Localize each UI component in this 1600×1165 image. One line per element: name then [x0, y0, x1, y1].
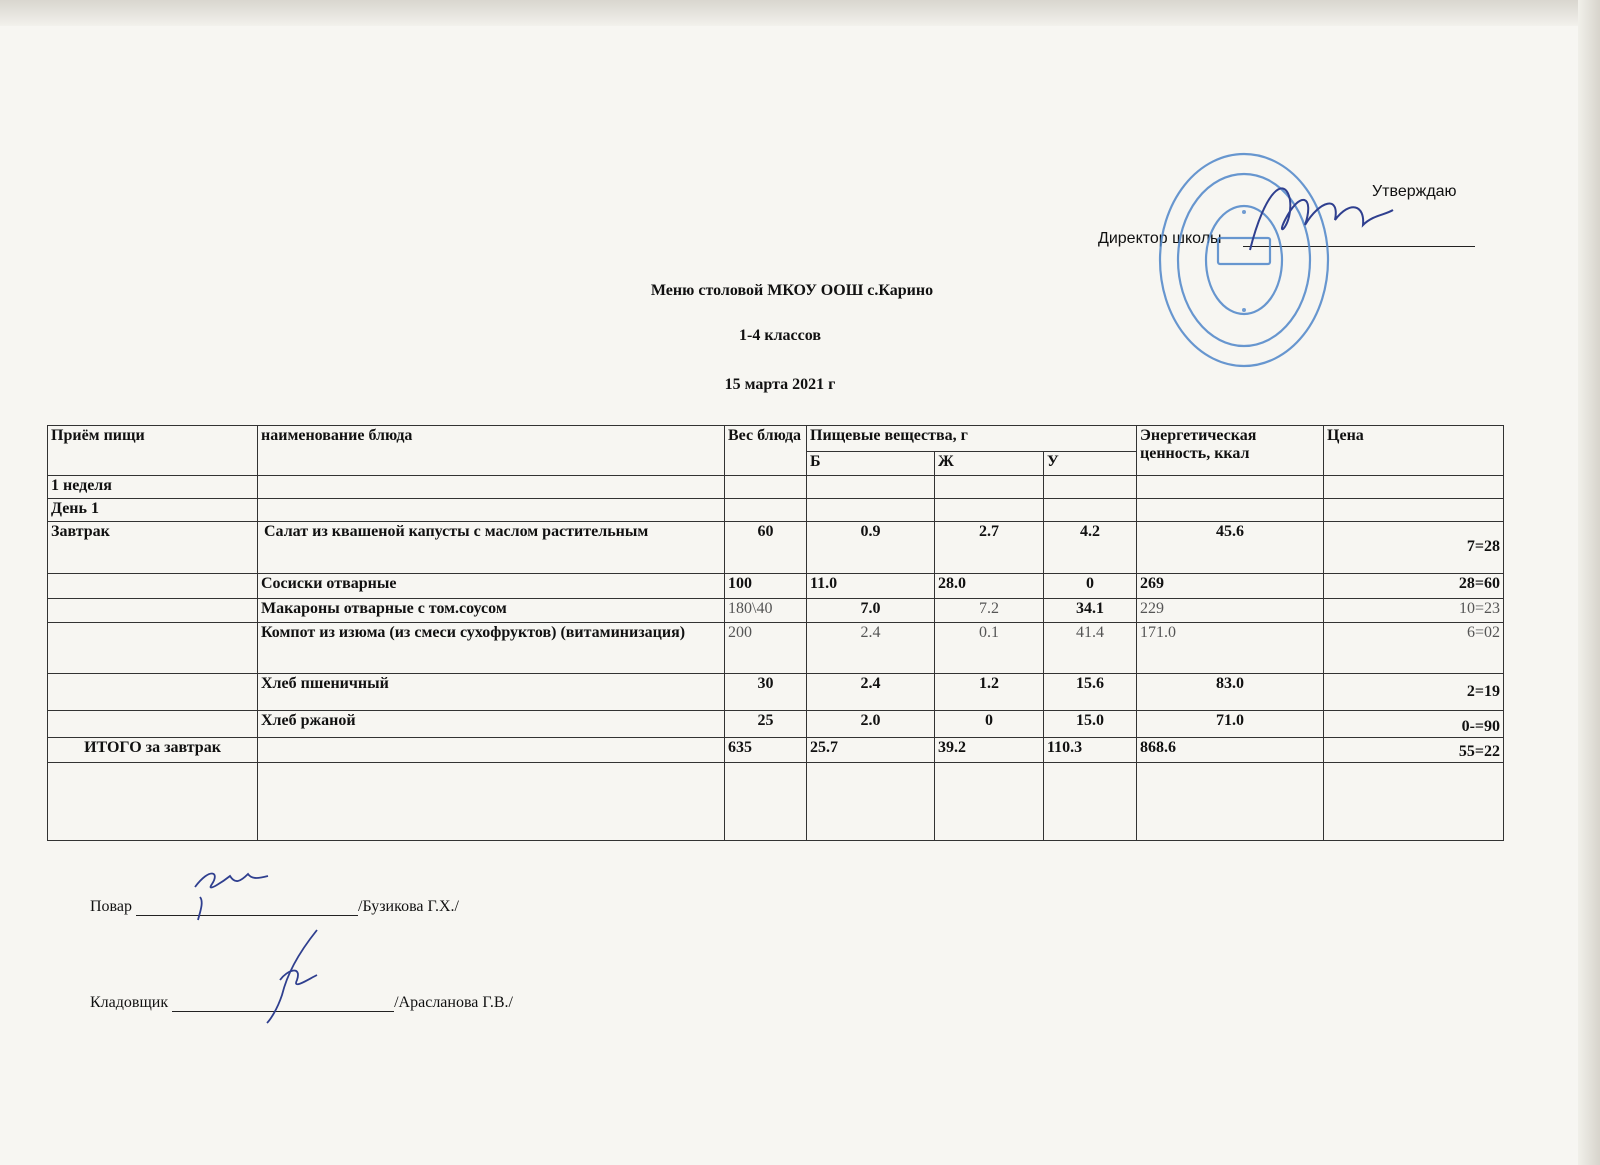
dish-u: 34.1: [1044, 599, 1137, 623]
dish-energy: 171.0: [1137, 623, 1324, 674]
dish-weight: 25: [725, 711, 807, 738]
header-zh: Ж: [935, 452, 1044, 476]
week-label: 1 неделя: [48, 476, 258, 499]
header-u: У: [1044, 452, 1137, 476]
dish-name: Хлеб пшеничный: [258, 674, 725, 711]
dish-name: Сосиски отварные: [258, 574, 725, 599]
cook-name: /Бузикова Г.Х./: [358, 898, 459, 915]
dish-weight: 60: [725, 522, 807, 574]
cook-signature-line: [90, 897, 459, 916]
dish-b: 0.9: [807, 522, 935, 574]
dish-weight: 100: [725, 574, 807, 599]
header-price: Цена: [1324, 426, 1504, 476]
dish-energy: 71.0: [1137, 711, 1324, 738]
approval-role: Директор школы: [1098, 230, 1222, 247]
dish-b: 7.0: [807, 599, 935, 623]
total-b: 25.7: [807, 738, 935, 763]
table-row: [48, 574, 1504, 599]
total-zh: 39.2: [935, 738, 1044, 763]
dish-price: 6=02: [1324, 623, 1504, 674]
cook-role: Повар: [90, 898, 132, 915]
dish-name: Салат из квашеной капусты с маслом растительным: [258, 522, 725, 574]
dish-price: 2=19: [1324, 674, 1504, 711]
menu-date: 15 марта 2021 г: [724, 376, 836, 393]
dish-u: 0: [1044, 574, 1137, 599]
header-energy: Энергетическая ценность, ккал: [1137, 426, 1324, 476]
total-weight: 635: [725, 738, 807, 763]
storekeeper-signature: [262, 925, 322, 1025]
dish-zh: 0: [935, 711, 1044, 738]
header-dish: наименование блюда: [258, 426, 725, 476]
dish-b: 2.4: [807, 623, 935, 674]
storekeeper-role: Кладовщик: [90, 994, 169, 1011]
empty-row: [48, 763, 1504, 841]
day-row: [48, 499, 1504, 522]
dish-zh: 1.2: [935, 674, 1044, 711]
classes-subtitle: 1-4 классов: [739, 327, 821, 344]
table-row: [48, 522, 1504, 574]
dish-weight: 180\40: [725, 599, 807, 623]
header-b: Б: [807, 452, 935, 476]
dish-zh: 28.0: [935, 574, 1044, 599]
approval-word: Утверждаю: [1372, 183, 1457, 200]
header-weight: Вес блюда: [725, 426, 807, 476]
dish-name: Макароны отварные с том.соусом: [258, 599, 725, 623]
dish-price: 0-=90: [1324, 711, 1504, 738]
header-row-1: [48, 426, 1504, 452]
header-nutrients: Пищевые вещества, г: [807, 426, 1137, 452]
dish-b: 11.0: [807, 574, 935, 599]
dish-price: 7=28: [1324, 522, 1504, 574]
table-row: [48, 674, 1504, 711]
total-energy: 868.6: [1137, 738, 1324, 763]
dish-name: Компот из изюма (из смеси сухофруктов) (витаминизация): [258, 623, 725, 674]
dish-b: 2.4: [807, 674, 935, 711]
table-row: [48, 599, 1504, 623]
total-row: [48, 738, 1504, 763]
director-signature: [1245, 170, 1395, 260]
dish-u: 15.0: [1044, 711, 1137, 738]
day-label: День 1: [48, 499, 258, 522]
scan-edge-right: [1578, 0, 1600, 1165]
dish-weight: 200: [725, 623, 807, 674]
meal-label: Завтрак: [48, 522, 258, 574]
dish-name: Хлеб ржаной: [258, 711, 725, 738]
dish-energy: 83.0: [1137, 674, 1324, 711]
header-meal: Приём пищи: [48, 426, 258, 476]
week-row: [48, 476, 1504, 499]
dish-zh: 0.1: [935, 623, 1044, 674]
dish-zh: 7.2: [935, 599, 1044, 623]
dish-u: 4.2: [1044, 522, 1137, 574]
dish-zh: 2.7: [935, 522, 1044, 574]
table-row: [48, 711, 1504, 738]
dish-energy: 45.6: [1137, 522, 1324, 574]
cook-signature: [190, 862, 270, 922]
menu-table: [47, 425, 1504, 841]
dish-energy: 229: [1137, 599, 1324, 623]
page-title: Меню столовой МКОУ ООШ с.Карино: [650, 282, 934, 299]
dish-u: 41.4: [1044, 623, 1137, 674]
scan-edge-top: [0, 0, 1600, 26]
total-label: ИТОГО за завтрак: [48, 738, 258, 763]
dish-price: 10=23: [1324, 599, 1504, 623]
table-row: [48, 623, 1504, 674]
total-u: 110.3: [1044, 738, 1137, 763]
total-price: 55=22: [1324, 738, 1504, 763]
dish-weight: 30: [725, 674, 807, 711]
dish-price: 28=60: [1324, 574, 1504, 599]
dish-energy: 269: [1137, 574, 1324, 599]
dish-u: 15.6: [1044, 674, 1137, 711]
storekeeper-name: /Арасланова Г.В./: [394, 994, 513, 1011]
dish-b: 2.0: [807, 711, 935, 738]
